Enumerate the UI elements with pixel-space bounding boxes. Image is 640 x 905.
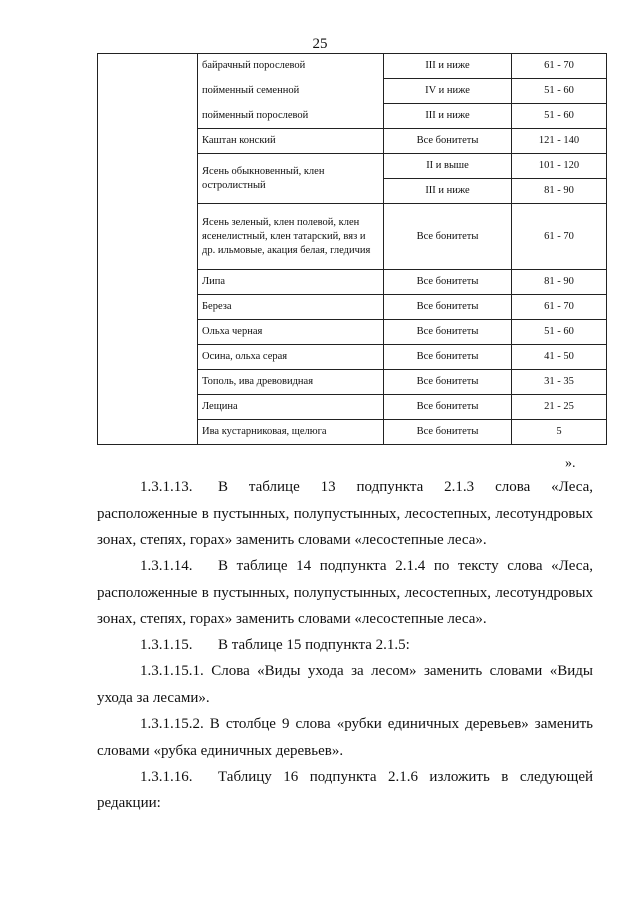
- paragraph-1-3-1-15: [97, 632, 593, 659]
- species-cell: Ясень зеленый, клен полевой, клен ясенелистный, клен татарский, вяз и др. ильмовые, акация белая, гледичия: [198, 204, 384, 270]
- table-row: [98, 54, 607, 79]
- turnover-cell: 81 - 90: [512, 179, 607, 204]
- species-cell: пойменный семенной: [198, 79, 384, 104]
- group-cell: [98, 54, 198, 445]
- paragraph-number: 1.3.1.13.: [140, 479, 193, 495]
- bonitet-cell: Все бонитеты: [384, 129, 512, 154]
- paragraph-number: 1.3.1.14.: [140, 558, 193, 574]
- bonitet-cell: Все бонитеты: [384, 320, 512, 345]
- turnover-cell: 81 - 90: [512, 270, 607, 295]
- paragraph-1-3-1-13: [97, 474, 593, 554]
- bonitet-cell: III и ниже: [384, 54, 512, 79]
- turnover-cell: 101 - 120: [512, 154, 607, 179]
- paragraph-text: В таблице 13 подпункта 2.1.3 слова «Леса, расположенные в пустынных, полупустынных, лесостепных, лесотундровых зонах, степях, горах» заменить словами «лесостепные леса».: [97, 479, 593, 548]
- paragraph-text: Таблицу 16 подпункта 2.1.6 изложить в следующей: [218, 769, 593, 785]
- paragraph-number: 1.3.1.16.: [140, 769, 193, 785]
- bonitet-cell: Все бонитеты: [384, 270, 512, 295]
- turnover-cell: 51 - 60: [512, 104, 607, 129]
- turnover-cell: 41 - 50: [512, 345, 607, 370]
- bonitet-cell: Все бонитеты: [384, 295, 512, 320]
- bonitet-cell: III и ниже: [384, 179, 512, 204]
- species-cell: байрачный порослевой: [198, 54, 384, 79]
- species-cell: Ольха черная: [198, 320, 384, 345]
- turnover-cell: 61 - 70: [512, 204, 607, 270]
- bonitet-cell: Все бонитеты: [384, 395, 512, 420]
- species-cell: Ива кустарниковая, щелюга: [198, 420, 384, 445]
- species-cell: Липа: [198, 270, 384, 295]
- paragraph-1-3-1-16-continuation: редакции:: [97, 795, 161, 811]
- turnover-cell: 51 - 60: [512, 320, 607, 345]
- bonitet-cell: Все бонитеты: [384, 420, 512, 445]
- bonitet-cell: IV и ниже: [384, 79, 512, 104]
- species-cell: Осина, ольха серая: [198, 345, 384, 370]
- species-cell: Лещина: [198, 395, 384, 420]
- species-cell: Береза: [198, 295, 384, 320]
- bonitet-cell: II и выше: [384, 154, 512, 179]
- species-cell: Каштан конский: [198, 129, 384, 154]
- closing-quote: ».: [565, 456, 576, 471]
- turnover-cell: 31 - 35: [512, 370, 607, 395]
- paragraph-number: 1.3.1.15.: [140, 637, 193, 653]
- bonitet-cell: Все бонитеты: [384, 345, 512, 370]
- species-cell: пойменный порослевой: [198, 104, 384, 129]
- paragraph-1-3-1-15-2: 1.3.1.15.2. В столбце 9 слова «рубки единичных деревьев» заменить словами «рубка единичных деревьев».: [97, 716, 593, 759]
- paragraph-text: В таблице 15 подпункта 2.1.5:: [218, 637, 410, 653]
- species-cell: Тополь, ива древовидная: [198, 370, 384, 395]
- bonitet-cell: Все бонитеты: [384, 204, 512, 270]
- paragraph-1-3-1-14: [97, 553, 593, 633]
- turnover-cell: 21 - 25: [512, 395, 607, 420]
- paragraph-1-3-1-15-1: 1.3.1.15.1. Слова «Виды ухода за лесом» заменить словами «Виды ухода за лесами».: [97, 663, 593, 706]
- paragraph-text: В таблице 14 подпункта 2.1.4 по тексту слова «Леса, расположенные в пустынных, полупустынных, лесостепных, лесотундровых зонах, степях, горах» заменить словами «лесостепные леса».: [97, 558, 593, 627]
- turnover-cell: 121 - 140: [512, 129, 607, 154]
- turnover-cell: 5: [512, 420, 607, 445]
- species-cell: Ясень обыкновенный, клен остролистный: [198, 154, 384, 204]
- bonitet-cell: Все бонитеты: [384, 370, 512, 395]
- paragraph-1-3-1-16: [97, 764, 593, 791]
- page-number: 25: [312, 36, 328, 52]
- species-table: [97, 53, 607, 445]
- turnover-cell: 51 - 60: [512, 79, 607, 104]
- bonitet-cell: III и ниже: [384, 104, 512, 129]
- turnover-cell: 61 - 70: [512, 295, 607, 320]
- turnover-cell: 61 - 70: [512, 54, 607, 79]
